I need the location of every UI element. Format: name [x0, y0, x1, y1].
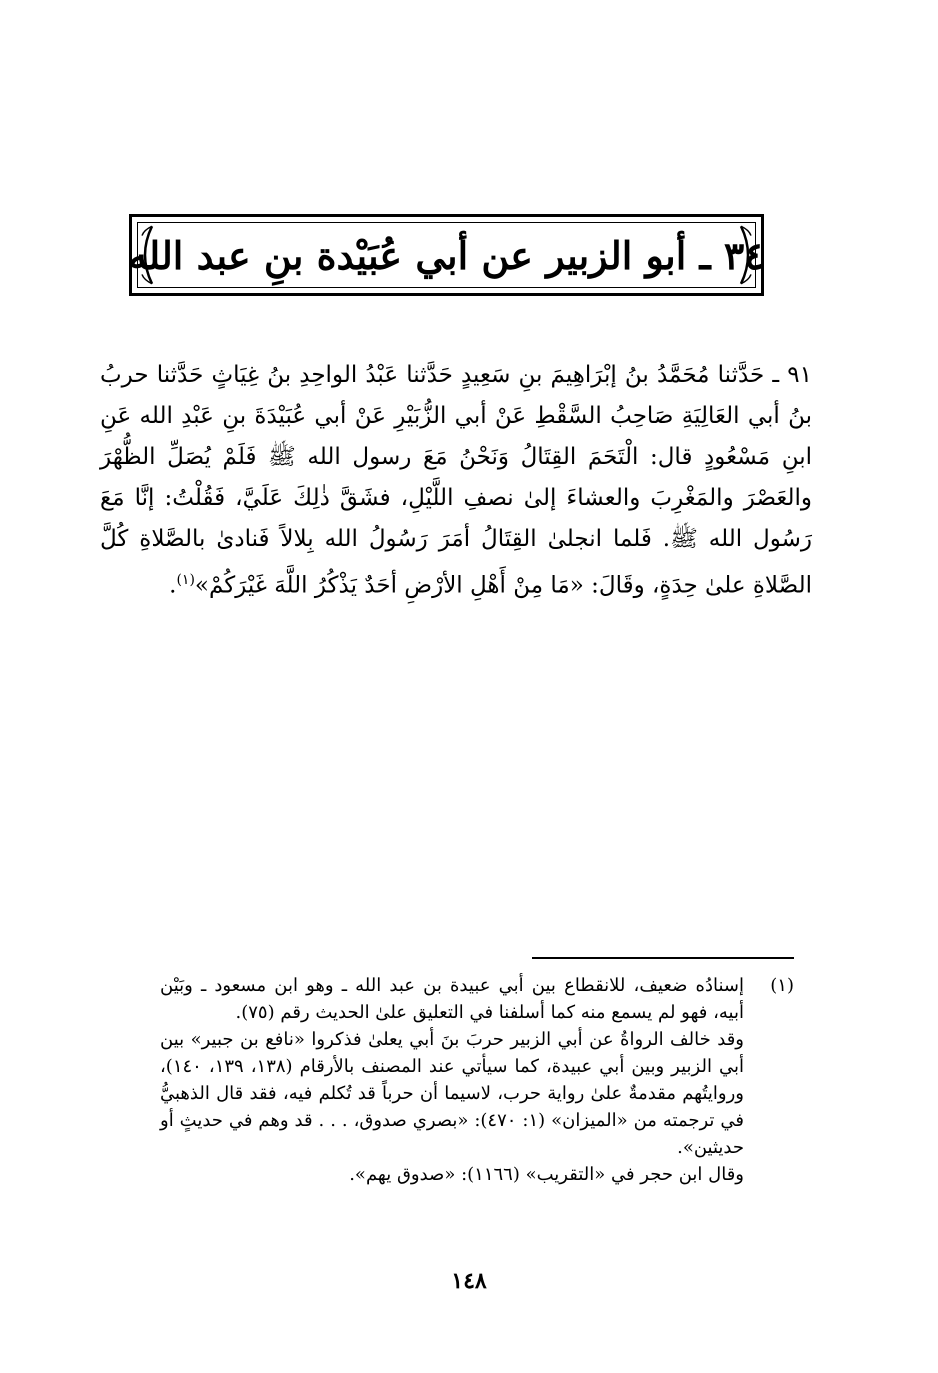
page-number: ١٤٨: [451, 1268, 487, 1294]
footnote-paragraph: وقال ابن حجر في «التقريب» (١١٦٦): «صدوق يهم».: [349, 1164, 744, 1185]
hadith-paragraph: [100, 355, 812, 607]
footnotes-section: [160, 972, 794, 1188]
footnote-marker: (١): [770, 975, 794, 996]
footnote-paragraph: وقد خالف الرواةُ عن أبي الزبير حربَ بنَ أبي يعلىٰ فذكروا «نافع بن جبير» بين أبي الزبير وبين أبي عبيدة، كما سيأتي عند المصنف بالأرقام (١٣٨، ١٣٩، ١٤٠)، وروايتُهم مقدمةٌ علىٰ رواية حرب، لاسيما أن حرباً قد تُكلم فيه، فقد قال الذهبيُّ في ترجمته من «الميزان» (١: ٤٧٠): «بصري صدوق، . . . قد وهم في حديثٍ أو حديثين».: [160, 1029, 745, 1158]
hadith-text: حَدَّثنا مُحَمَّدُ بنُ إبْرَاهِيمَ بنِ سَعِيدٍ حَدَّثنا عَبْدُ الواحِدِ بنُ غِيَاثٍ حَدَّثنا حربُ بنُ أبي العَالِيَةِ صَاحِبُ السَّقْطِ عَنْ أبي الزُّبَيْرِ عَنْ أبي عُبَيْدَةَ بنِ عَبْدِ الله عَنِ ابنِ مَسْعُودٍ قال: الْتَحَمَ القِتَالُ وَنَحْنُ مَعَ رسول الله ﷺ فَلَمْ يُصَلِّ الظُّهْرَ والعَصْرَ والمَغْرِبَ والعشاءَ إلىٰ نصفِ اللَّيْلِ، فشَقَّ ذٰلِكَ عَلَيَّ، فَقُلْتُ: إنَّا مَعَ رَسُول الله ﷺ. فَلما انجلىٰ القِتَالُ أمَرَ رَسُولُ الله بِلالاً فَنادىٰ بالصَّلاةِ كُلَّ الصَّلاةِ علىٰ حِدَةٍ، وقَالَ: «مَا مِنْ أَهْلِ الأرْضِ أحَدٌ يَذْكُرُ اللَّهَ غَيْرَكُمْ»: [100, 362, 812, 599]
footnote-separator: [532, 957, 794, 959]
hadith-number: ٩١ ـ: [772, 362, 812, 388]
footnote-reference[interactable]: (١): [176, 572, 195, 588]
hadith-end-mark: .: [169, 572, 177, 599]
footnote-body: [160, 972, 744, 1188]
chapter-title-frame: [129, 214, 764, 296]
footnote-item: [160, 972, 794, 1188]
chapter-title: ٣٤ ـ أبو الزبير عن أبي عُبَيْدة بنِ عبد الله: [128, 232, 765, 278]
footnote-paragraph: إسنادُه ضعيف، للانقطاع بين أبي عبيدة بن عبد الله ـ وهو ابن مسعود ـ وبَيْن أبيه، فهو لم يسمع منه كما أسلفنا في التعليق علىٰ الحديث رقم (٧٥).: [160, 975, 744, 1023]
